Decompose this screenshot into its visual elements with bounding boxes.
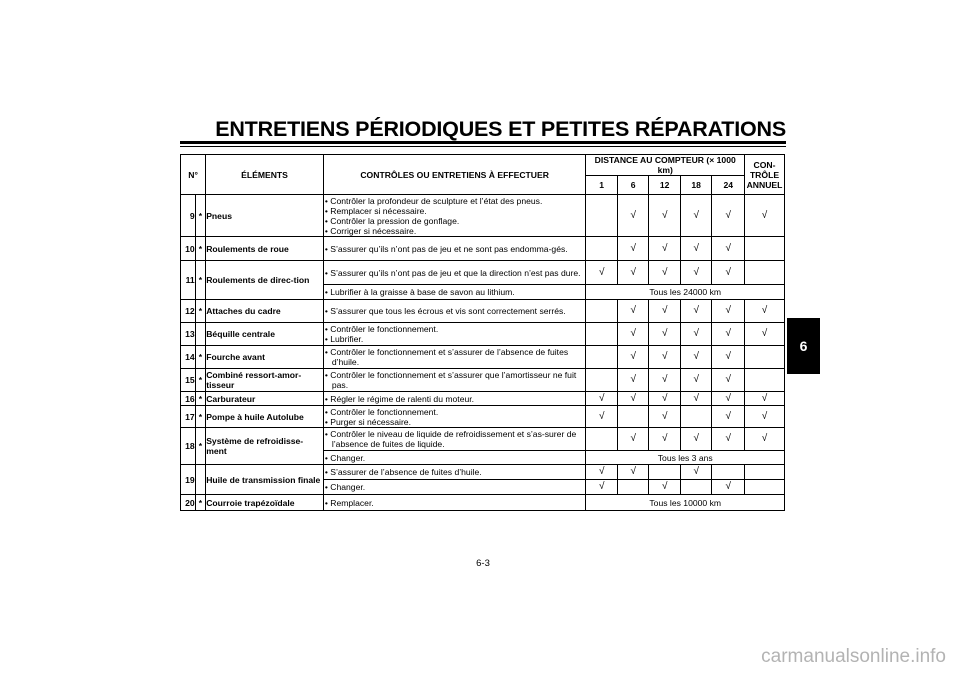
action-text: Remplacer si nécessaire. <box>330 205 427 216</box>
check-mark: √ <box>712 300 745 323</box>
table-row <box>181 392 785 406</box>
action-item <box>324 347 586 367</box>
check-mark: √ <box>649 406 681 428</box>
action-text: Contrôler le fonctionnement et s’assurer que l’amortisseur ne fuit pas. <box>330 370 577 391</box>
check-mark: √ <box>712 323 745 346</box>
row-actions <box>323 195 586 237</box>
action-item <box>324 498 586 508</box>
row-element: Système de refroidisse-ment <box>206 428 324 465</box>
check-mark: √ <box>617 465 649 480</box>
check-mark: √ <box>586 406 618 428</box>
annual-check: √ <box>745 195 785 237</box>
check-mark: √ <box>617 261 649 285</box>
bullet: • <box>324 429 331 440</box>
check-mark <box>617 406 649 428</box>
row-star: * <box>195 300 206 323</box>
action-item <box>324 226 586 236</box>
row-actions <box>323 285 586 300</box>
action-item <box>324 287 586 297</box>
interval-text: Tous les 24000 km <box>586 285 785 300</box>
row-star: * <box>195 346 206 369</box>
action-text: Lubrifier à la graisse à base de savon au lithium. <box>330 287 515 298</box>
bullet: • <box>324 467 331 478</box>
annual-check: √ <box>745 428 785 451</box>
check-mark: √ <box>712 406 745 428</box>
header-controls: CONTRÔLES OU ENTRETIENS À EFFECTUER <box>323 155 586 195</box>
check-mark: √ <box>617 428 649 451</box>
action-item <box>324 429 586 449</box>
row-actions <box>323 261 586 285</box>
row-element: Courroie trapézoïdale <box>206 495 324 511</box>
check-mark: √ <box>649 428 681 451</box>
table-row <box>181 428 785 451</box>
header-distance: DISTANCE AU COMPTEUR (× 1000 km) <box>586 155 745 176</box>
chapter-tab[interactable]: 6 <box>787 318 820 374</box>
action-text: Remplacer. <box>330 497 374 508</box>
bullet: • <box>324 287 331 298</box>
annual-check: √ <box>745 392 785 406</box>
annual-check <box>745 480 785 495</box>
check-mark: √ <box>586 392 618 406</box>
check-mark: √ <box>712 346 745 369</box>
check-mark <box>586 237 618 261</box>
check-mark: √ <box>649 369 681 392</box>
action-item <box>324 334 586 344</box>
check-mark: √ <box>680 300 712 323</box>
row-actions <box>323 237 586 261</box>
table-row <box>181 406 785 428</box>
check-mark <box>680 406 712 428</box>
row-element: Roulements de roue <box>206 237 324 261</box>
check-mark: √ <box>712 195 745 237</box>
action-text: Purger si nécessaire. <box>330 416 411 427</box>
maintenance-table <box>180 154 785 511</box>
check-mark: √ <box>586 261 618 285</box>
table-row <box>181 465 785 480</box>
row-star: * <box>195 369 206 392</box>
check-mark <box>586 195 618 237</box>
row-number: 15 <box>181 369 196 392</box>
action-text: Contrôler la profondeur de sculpture et l’état des pneus. <box>330 195 543 206</box>
action-text: Contrôler la pression de gonflage. <box>330 215 460 226</box>
check-mark: √ <box>680 195 712 237</box>
check-mark: √ <box>586 480 618 495</box>
row-element: Huile de transmission finale <box>206 465 324 495</box>
header-km-1: 1 <box>586 176 618 195</box>
action-text: S’assurer de l’absence de fuites d’huile. <box>330 467 482 478</box>
action-text: Régler le régime de ralenti du moteur. <box>330 393 475 404</box>
action-item <box>324 482 586 492</box>
table-row <box>181 237 785 261</box>
action-item <box>324 268 586 278</box>
annual-check: √ <box>745 300 785 323</box>
row-actions <box>323 323 586 346</box>
annual-check: √ <box>745 323 785 346</box>
row-element: Béquille centrale <box>206 323 324 346</box>
row-actions <box>323 480 586 495</box>
action-text: Lubrifier. <box>330 334 364 345</box>
row-star: * <box>195 406 206 428</box>
row-actions <box>323 369 586 392</box>
row-actions <box>323 392 586 406</box>
check-mark <box>586 323 618 346</box>
table-row <box>181 495 785 511</box>
table-row <box>181 346 785 369</box>
table-row <box>181 195 785 237</box>
check-mark: √ <box>649 392 681 406</box>
header-km-18: 18 <box>680 176 712 195</box>
row-actions <box>323 346 586 369</box>
table-row <box>181 261 785 285</box>
check-mark <box>586 369 618 392</box>
row-star: * <box>195 237 206 261</box>
header-annual: CON-TRÔLE ANNUEL <box>745 155 785 195</box>
row-actions <box>323 495 586 511</box>
check-mark: √ <box>649 195 681 237</box>
action-text: Contrôler le fonctionnement. <box>330 406 439 417</box>
table-row <box>181 300 785 323</box>
annual-check <box>745 237 785 261</box>
action-text: Changer. <box>330 452 366 463</box>
check-mark: √ <box>649 261 681 285</box>
check-mark: √ <box>680 323 712 346</box>
annual-check: √ <box>745 406 785 428</box>
row-star: * <box>195 392 206 406</box>
action-text: S’assurer qu’ils n’ont pas de jeu et ne sont pas endomma-gés. <box>330 243 568 254</box>
row-number: 17 <box>181 406 196 428</box>
check-mark: √ <box>712 428 745 451</box>
check-mark <box>586 428 618 451</box>
bullet: • <box>324 497 331 508</box>
check-mark: √ <box>617 195 649 237</box>
check-mark: √ <box>586 465 618 480</box>
check-mark: √ <box>680 392 712 406</box>
check-mark: √ <box>712 369 745 392</box>
row-number: 10 <box>181 237 196 261</box>
bullet: • <box>324 226 331 237</box>
bullet: • <box>324 267 331 278</box>
check-mark: √ <box>712 261 745 285</box>
check-mark: √ <box>712 237 745 261</box>
row-number: 19 <box>181 465 196 495</box>
row-element: Pneus <box>206 195 324 237</box>
title-rule <box>180 141 786 144</box>
bullet: • <box>324 347 331 358</box>
check-mark <box>586 346 618 369</box>
annual-check <box>745 465 785 480</box>
check-mark: √ <box>649 346 681 369</box>
row-star: * <box>195 195 206 237</box>
check-mark: √ <box>680 369 712 392</box>
action-item <box>324 407 586 417</box>
action-item <box>324 306 586 316</box>
action-text: S’assurer qu’ils n’ont pas de jeu et que la direction n’est pas dure. <box>330 267 581 278</box>
bullet: • <box>324 215 331 226</box>
row-element: Carburateur <box>206 392 324 406</box>
bullet: • <box>324 306 331 317</box>
action-item <box>324 467 586 477</box>
check-mark: √ <box>649 480 681 495</box>
bullet: • <box>324 334 331 345</box>
check-mark <box>712 465 745 480</box>
action-item <box>324 417 586 427</box>
header-elements: ÉLÉMENTS <box>206 155 324 195</box>
title-rule-thin <box>180 146 786 147</box>
check-mark: √ <box>617 237 649 261</box>
bullet: • <box>324 406 331 417</box>
action-text: S’assurer que tous les écrous et vis sont correctement serrés. <box>330 306 566 317</box>
row-actions <box>323 406 586 428</box>
row-star <box>195 465 206 495</box>
check-mark: √ <box>712 392 745 406</box>
check-mark <box>586 300 618 323</box>
check-mark: √ <box>617 369 649 392</box>
row-number: 20 <box>181 495 196 511</box>
check-mark: √ <box>680 237 712 261</box>
row-number: 11 <box>181 261 196 300</box>
bullet: • <box>324 370 331 381</box>
header-km-24: 24 <box>712 176 745 195</box>
bullet: • <box>324 205 331 216</box>
check-mark: √ <box>680 428 712 451</box>
bullet: • <box>324 416 331 427</box>
row-star: * <box>195 261 206 300</box>
action-item <box>324 370 586 390</box>
action-text: Contrôler le fonctionnement. <box>330 324 439 335</box>
check-mark: √ <box>680 346 712 369</box>
bullet: • <box>324 243 331 254</box>
row-actions <box>323 428 586 451</box>
check-mark <box>680 480 712 495</box>
watermark: carmanualsonline.info <box>761 646 946 667</box>
check-mark: √ <box>649 323 681 346</box>
action-item <box>324 244 586 254</box>
bullet: • <box>324 452 331 463</box>
row-element: Combiné ressort-amor-tisseur <box>206 369 324 392</box>
bullet: • <box>324 393 331 404</box>
check-mark: √ <box>680 465 712 480</box>
check-mark: √ <box>617 392 649 406</box>
bullet: • <box>324 195 331 206</box>
action-item <box>324 453 586 463</box>
check-mark <box>649 465 681 480</box>
table-row <box>181 369 785 392</box>
header-km-12: 12 <box>649 176 681 195</box>
check-mark: √ <box>712 480 745 495</box>
row-element: Attaches du cadre <box>206 300 324 323</box>
action-item <box>324 206 586 216</box>
row-star: * <box>195 428 206 465</box>
row-number: 16 <box>181 392 196 406</box>
action-text: Changer. <box>330 482 366 493</box>
bullet: • <box>324 482 331 493</box>
page-number: 6-3 <box>476 558 490 569</box>
row-number: 14 <box>181 346 196 369</box>
annual-check <box>745 369 785 392</box>
check-mark: √ <box>680 261 712 285</box>
action-text: Corriger si nécessaire. <box>330 226 417 237</box>
row-star: * <box>195 495 206 511</box>
action-item <box>324 216 586 226</box>
check-mark: √ <box>617 323 649 346</box>
check-mark: √ <box>649 237 681 261</box>
row-element: Roulements de direc-tion <box>206 261 324 300</box>
row-actions <box>323 465 586 480</box>
interval-text: Tous les 10000 km <box>586 495 785 511</box>
annual-check <box>745 346 785 369</box>
annual-check <box>745 261 785 285</box>
action-text: Contrôler le fonctionnement et s’assurer de l’absence de fuites d’huile. <box>330 347 569 368</box>
action-text: Contrôler le niveau de liquide de refroidissement et s’as-surer de l’absence de fuites de liquide. <box>330 429 577 450</box>
row-number: 18 <box>181 428 196 465</box>
header-km-6: 6 <box>617 176 649 195</box>
header-num: N° <box>181 155 206 195</box>
action-item <box>324 324 586 334</box>
bullet: • <box>324 324 331 335</box>
check-mark: √ <box>617 300 649 323</box>
action-item <box>324 196 586 206</box>
interval-text: Tous les 3 ans <box>586 451 785 465</box>
check-mark <box>617 480 649 495</box>
row-actions <box>323 300 586 323</box>
table-row <box>181 323 785 346</box>
row-actions <box>323 451 586 465</box>
page-title: ENTRETIENS PÉRIODIQUES ET PETITES RÉPARATIONS <box>215 117 786 141</box>
row-number: 12 <box>181 300 196 323</box>
row-number: 9 <box>181 195 196 237</box>
row-number: 13 <box>181 323 196 346</box>
row-element: Pompe à huile Autolube <box>206 406 324 428</box>
row-star <box>195 323 206 346</box>
action-item <box>324 394 586 404</box>
check-mark: √ <box>649 300 681 323</box>
row-element: Fourche avant <box>206 346 324 369</box>
check-mark: √ <box>617 346 649 369</box>
